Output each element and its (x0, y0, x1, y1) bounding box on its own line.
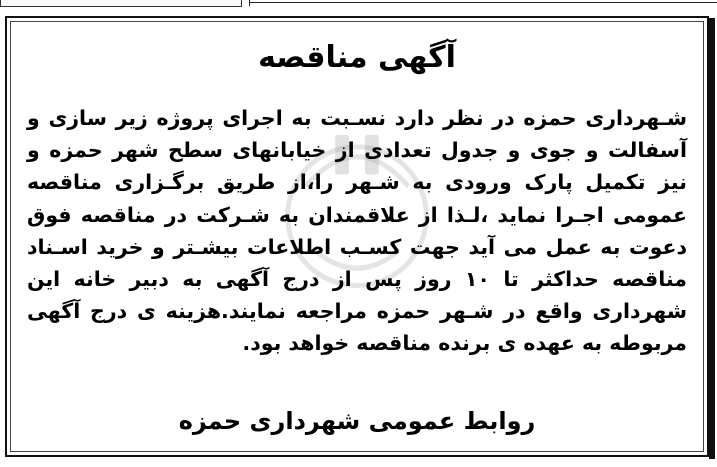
adjacent-ad-divider (249, 0, 250, 6)
ad-signature: روابط عمومی شهرداری حمزه (178, 407, 536, 435)
ad-title: آگهی مناقصه (258, 40, 456, 75)
adjacent-ad-edge (0, 0, 242, 7)
ad-frame-shadow (709, 18, 715, 459)
tender-advertisement (5, 16, 709, 457)
adjacent-ad-rule (250, 2, 717, 3)
top-border-strip (0, 0, 717, 8)
ad-body-text: شـهرداری حمزه در نظر دارد نسـبت به اجرای پروژه زیر سازی و آسفالت و جوی و جدول تعدادی از خیابانهای سطح شهر حمزه و نیز تکمیل پارک ورودی به شـهر را،از طریق برگـزاری مناقصه عمومی اجـرا نماید ،لـذا از علاقمندان به شـرکت در مناقصه فوق دعوت به عمل می آید جهت کسـب اطلاعات بیشـتر و خرید اسـناد مناقصه حداکثر تا ۱۰ روز پس از درج آگهی به دبیر خانه این شهرداری واقع در شـهر حمزه مراجعه نمایند.هزینه ی درج آگهی مربوطه به عهده ی برنده مناقصه خواهد بود. (27, 106, 687, 356)
